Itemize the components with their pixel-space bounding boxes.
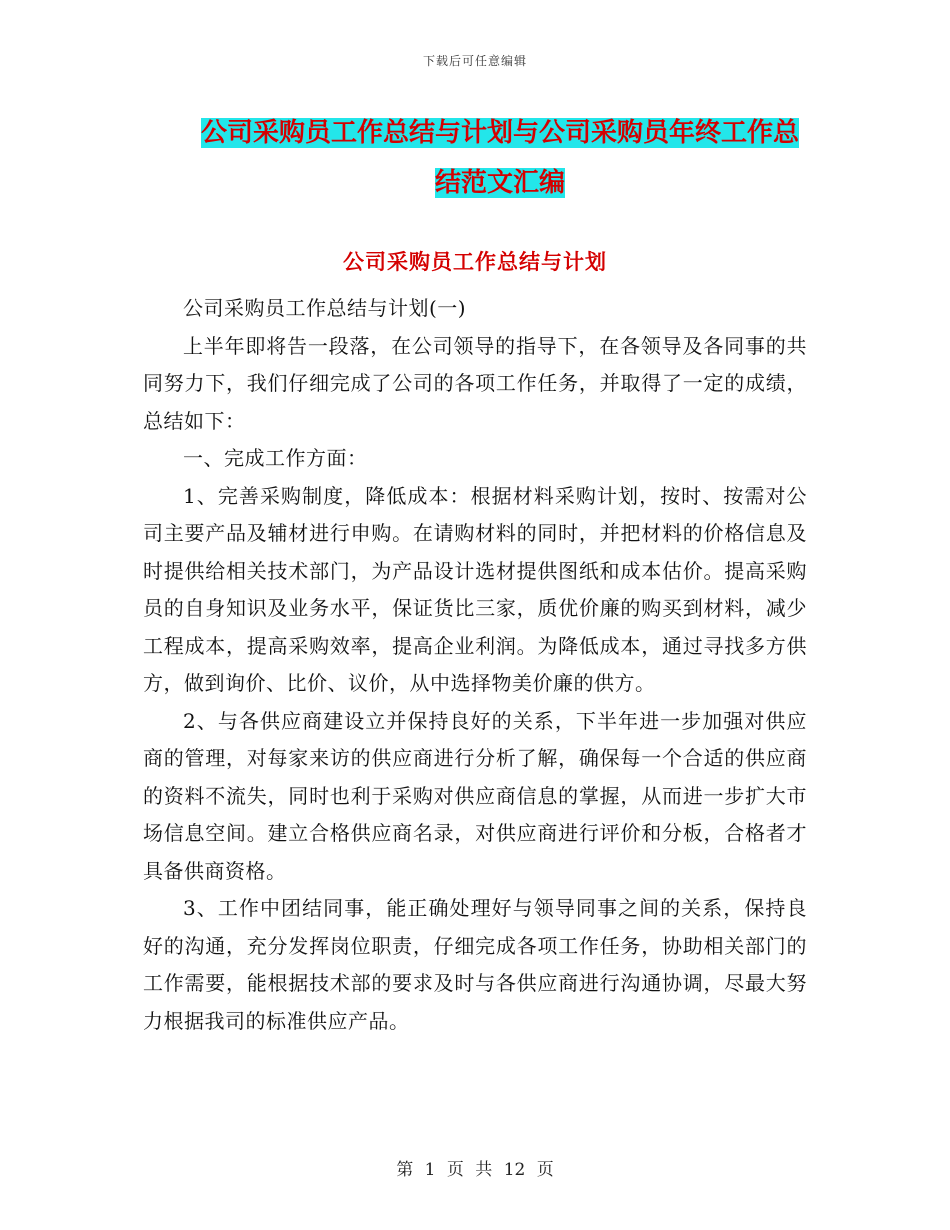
body-paragraph-item-1: 1、完善采购制度，降低成本：根据材料采购计划，按时、按需对公司主要产品及辅材进行申购。在请购材料的同时，并把材料的价格信息及时提供给相关技术部门，为产品设计选材提供图纸和成本估价。提高采购员的自身知识及业务水平，保证货比三家，质优价廉的购买到材料，减少工程成本，提高采购效率，提高企业利润。为降低成本，通过寻找多方供方，做到询价、比价、议价，从中选择物美价廉的供方。 bbox=[143, 483, 807, 695]
body-paragraph-intro: 上半年即将告一段落，在公司领导的指导下，在各领导及各同事的共同努力下，我们仔细完成了公司的各项工作任务，并取得了一定的成绩，总结如下： bbox=[143, 333, 807, 433]
body-paragraph-item-2: 2、与各供应商建设立并保持良好的关系，下半年进一步加强对供应商的管理，对每家来访的供应商进行分析了解，确保每一个合适的供应商的资料不流失，同时也利于采购对供应商信息的掌握，从而进一步扩大市场信息空间。建立合格供应商名录，对供应商进行评价和分板，合格者才具备供商资格。 bbox=[143, 708, 807, 883]
section-title: 公司采购员工作总结与计划 bbox=[343, 250, 607, 274]
body-paragraph-item-3: 3、工作中团结同事，能正确处理好与领导同事之间的关系，保持良好的沟通，充分发挥岗位职责，仔细完成各项工作任务，协助相关部门的工作需要，能根据技术部的要求及时与各供应商进行沟通协调，尽最大努力根据我司的标准供应产品。 bbox=[143, 896, 807, 1033]
document-main-title bbox=[190, 108, 810, 208]
body-paragraph-heading-1: 一、完成工作方面： bbox=[183, 446, 368, 470]
page-footer-number: 第 1 页 共 12 页 bbox=[396, 1160, 554, 1180]
main-title-line-1: 公司采购员工作总结与计划与公司采购员年终工作总 bbox=[200, 118, 799, 148]
main-title-line-2: 结范文汇编 bbox=[434, 168, 565, 198]
document-body bbox=[143, 290, 807, 1040]
body-paragraph-subtitle: 公司采购员工作总结与计划(一) bbox=[183, 296, 467, 320]
page-header-note: 下载后可任意编辑 bbox=[422, 54, 527, 68]
